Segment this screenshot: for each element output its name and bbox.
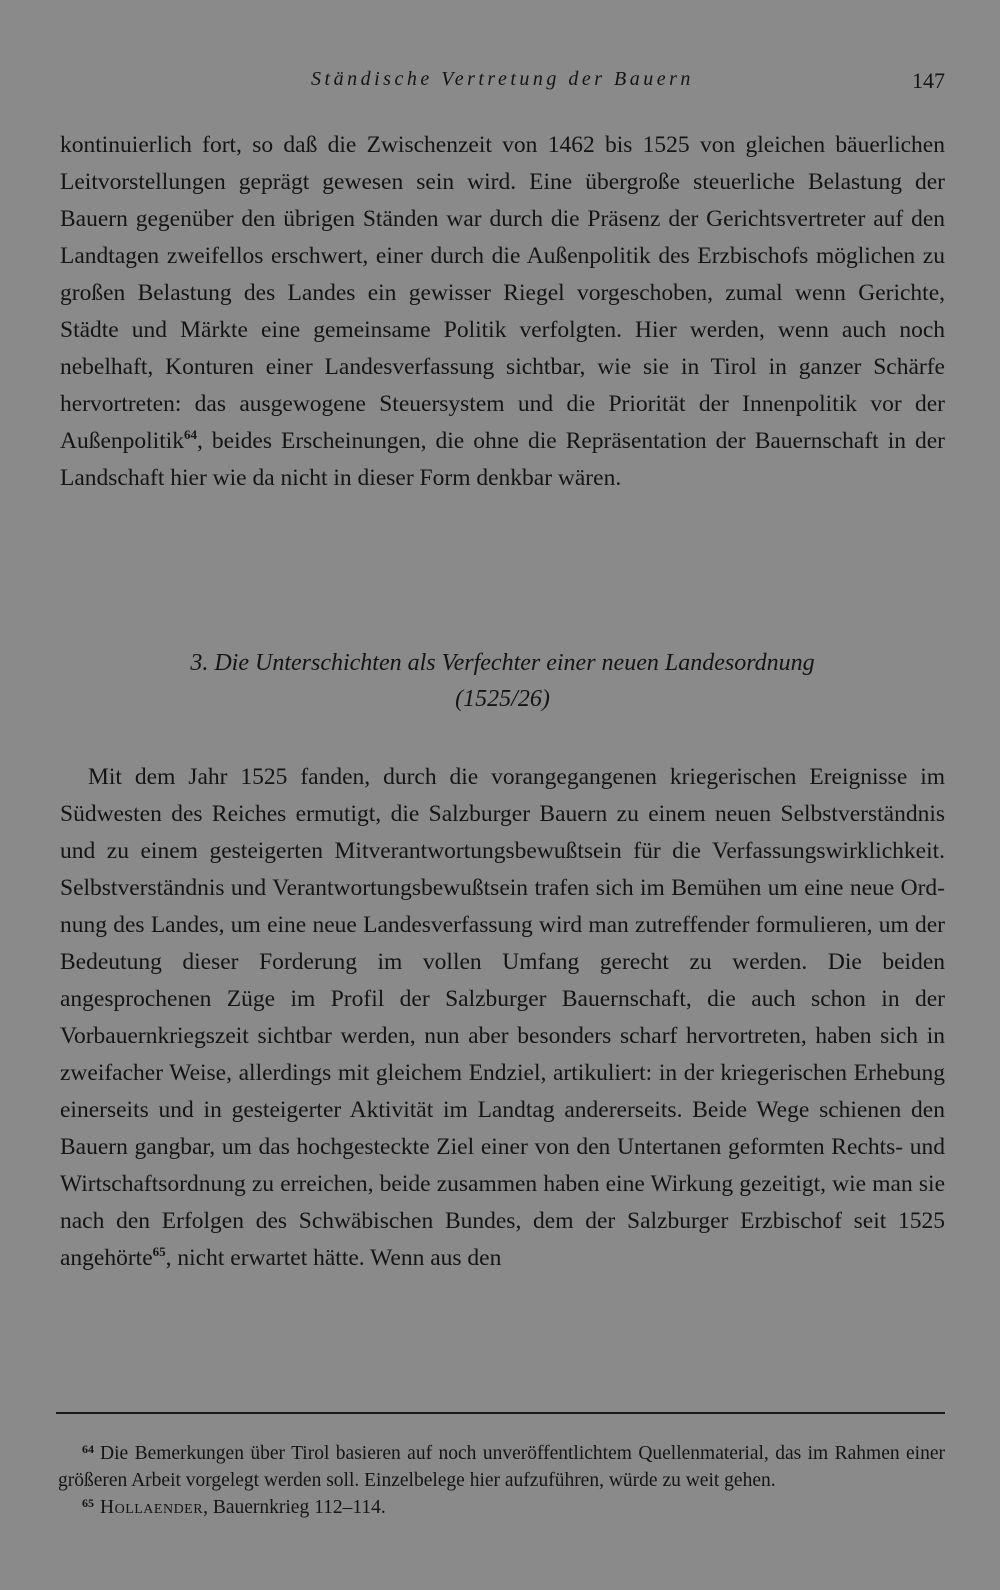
footnote-divider (56, 1412, 945, 1414)
footnote-65 (58, 1494, 945, 1521)
paragraph-2-text: Mit dem Jahr 1525 fanden, durch die vorangegangenen kriegerischen Ereignisse im Südwesten des Reiches ermutigt, die Salzburger Bauern zu einem neuen Selbstverständnis und zu einem gesteigerten Mitverantwortungsbewußtsein für die Verfassungswirklichkeit. Selbstverständnis und Verantwortungsbewußtsein trafen sich im Bemühen um eine neue Ordnung des Landes, um eine neue Landesverfassung wird man zutreffender formulieren, um der Bedeutung dieser Forderung im vollen Umfang gerecht zu werden. Die beiden angesprochenen Züge im Profil der Salzburger Bauernschaft, die auch schon in der Vorbauernkriegszeit sichtbar werden, nun aber besonders scharf hervortreten, haben sich in zweifacher Weise, allerdings mit gleichem Endziel, artikuliert: in der kriegerischen Erhebung einerseits und in gesteigerter Aktivität im Landtag andererseits. Beide Wege schienen den Bauern gangbar, um das hochgesteckte Ziel einer von den Untertanen geformten Rechts- und Wirtschaftsordnung zu erreichen, beide zusammen haben eine Wirkung gezeitigt, wie man sie nach den Erfolgen des Schwäbischen Bundes, dem der Salzburger Erzbischof seit 1525 angehörte (60, 764, 945, 1271)
footnotes (58, 1440, 945, 1521)
paragraph-1-text-after: , beides Erscheinungen, die ohne die Repräsentation der Bauernschaft in der Landschaft hier wie da nicht in dieser Form denkbar wären. (60, 428, 945, 491)
footnote-text: , Bauernkrieg 112–114. (203, 1497, 386, 1518)
footnote-ref-64[interactable]: 64 (184, 427, 198, 442)
footnote-64 (58, 1440, 945, 1494)
section-heading-date: (1525/26) (455, 686, 550, 712)
body-paragraph-1 (60, 127, 945, 497)
footnote-text: Die Bemerkungen über Tirol basieren auf noch unveröffentlichtem Quellenmaterial, das im Rahmen einer größeren Arbeit vorgelegt werden soll. Einzelbelege hier aufzuführen, würde zu weit gehen. (58, 1443, 945, 1491)
running-head (60, 68, 945, 102)
paragraph-2-text-after: , nicht erwartet hätte. Wenn aus den (165, 1245, 502, 1271)
footnote-ref-65[interactable]: 65 (152, 1244, 166, 1259)
paragraph-1-text: kontinuierlich fort, so daß die Zwischenzeit von 1462 bis 1525 von gleichen bäuerlichen Leitvorstellungen geprägt gewesen sein wird. Eine übergroße steuerliche Belastung der Bauern gegenüber den übrigen Ständen war durch die Präsenz der Gerichtsvertreter auf den Landtagen zweifellos erschwert, einer durch die Außenpolitik des Erzbischofs möglichen zu großen Belastung des Landes ein gewisser Riegel vorgeschoben, zumal wenn Gerichte, Städte und Märkte eine gemeinsame Politik verfolgten. Hier werden, wenn auch noch nebelhaft, Konturen einer Landesverfassung sichtbar, wie sie in Tirol in ganzer Schärfe hervortreten: das ausgewogene Steuersystem und die Priorität der Innenpolitik vor der Außenpolitik (60, 132, 945, 454)
page-number: 147 (912, 68, 945, 93)
footnote-number: 65 (82, 1496, 94, 1510)
section-heading-title: 3. Die Unterschichten als Verfechter einer neuen Landesordnung (190, 650, 815, 676)
footnote-author: Hollaender (100, 1497, 204, 1518)
footnote-number: 64 (82, 1442, 94, 1456)
section-heading (60, 645, 945, 717)
running-title: Ständische Vertretung der Bauern (311, 68, 694, 90)
body-paragraph-2 (60, 759, 945, 1277)
